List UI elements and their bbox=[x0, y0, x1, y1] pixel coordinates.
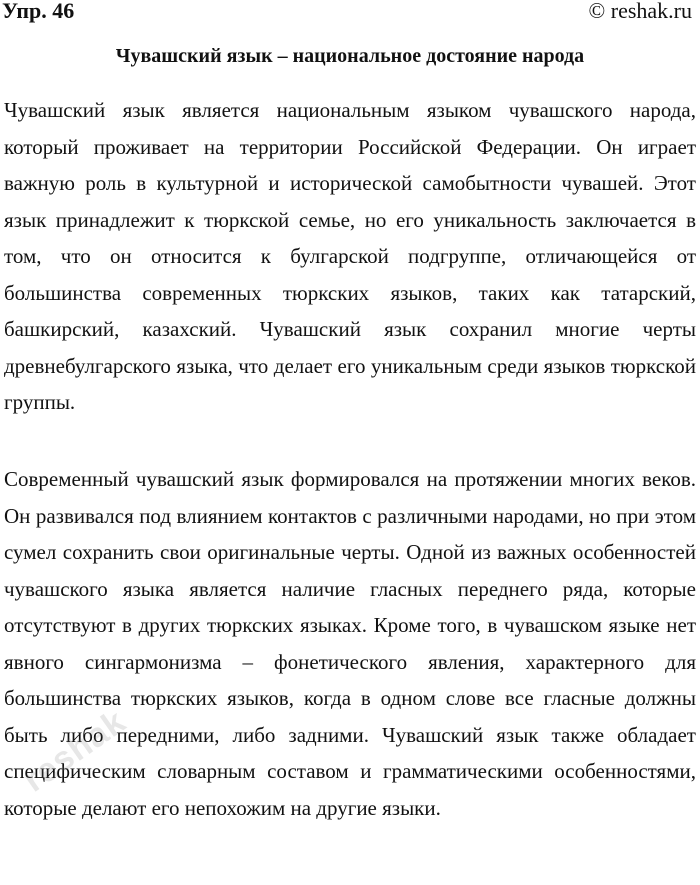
paragraph-2: Современный чувашский язык формировался на протяжении многих веков. Он развивался под влиянием контактов с различными народами, но при этом сумел сохранить свои оригинальные черты. Одной из важных особенностей чувашского языка является наличие гласных переднего ряда, которые отсутствуют в других тюркских языках. Кроме того, в чувашском языке нет явного сингармонизма – фонетического явления, характерного для большинства тюркских языков, когда в одном слове все гласные должны быть либо передними, либо задними. Чувашский язык также обладает специфическим словарным составом и грамматическими особенностями, которые делают его непохожим на другие языки. bbox=[4, 467, 696, 820]
document-title: Чувашский язык – национальное достояние народа bbox=[115, 45, 585, 67]
page-header bbox=[0, 0, 700, 30]
exercise-number: Упр. 46 bbox=[2, 0, 75, 23]
paragraph-1: Чувашский язык является национальным языком чувашского народа, который проживает на территории Российской Федерации. Он играет важную роль в культурной и исторической самобытности чувашей. Этот язык принадлежит к тюркской семье, но его уникальность заключается в том, что он относится к булгарской подгруппе, отличающейся от большинства современных тюркских языков, таких как татарский, башкирский, казахский. Чувашский язык сохранил многие черты древнебулгарского языка, что делает его уникальным среди языков тюркской группы. bbox=[4, 98, 696, 414]
copyright-notice: © reshak.ru bbox=[588, 0, 692, 23]
watermark: reshak bbox=[16, 702, 133, 800]
